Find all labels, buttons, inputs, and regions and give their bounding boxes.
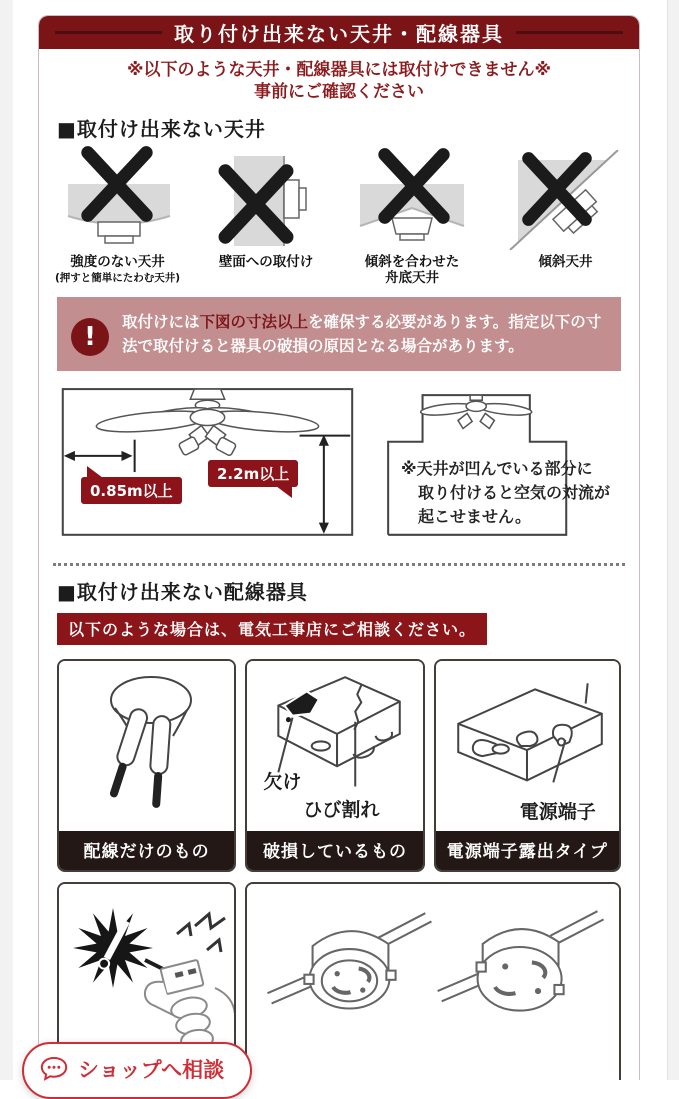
- x-mark-icon: [74, 144, 160, 224]
- info-card: [38, 15, 640, 1080]
- horizontal-clearance-label: 0.85m以上: [81, 477, 182, 504]
- ng-item-wall-mount: [216, 150, 316, 286]
- warning-line2: 指定以下の寸法で取付けると器具の破損の原因となる場合があります。: [122, 312, 602, 355]
- wires-only-illustration: [59, 661, 235, 831]
- x-mark-icon: [372, 146, 456, 226]
- warning-box: [57, 297, 621, 371]
- warning-icon: !: [71, 318, 109, 356]
- chat-consult-button[interactable]: [22, 1042, 252, 1099]
- recess-note-line2: 取り付けると空気の対流が: [418, 482, 611, 502]
- ng-ceiling-row: [39, 142, 639, 286]
- card-caption: 配線だけのもの: [59, 831, 234, 870]
- card-caption: 破損しているもの: [247, 831, 422, 870]
- chip-label: 欠け: [263, 770, 302, 793]
- notice: [39, 59, 639, 103]
- recess-note-line1: ※天井が凹んでいる部分に: [401, 458, 593, 478]
- terminal-label: 電源端子: [519, 800, 596, 823]
- page-title: 取り付け出来ない天井・配線器具: [174, 22, 504, 46]
- wiring-section-heading: ■取付け出来ない配線器具: [57, 579, 308, 604]
- card-round-sockets: [245, 882, 621, 1080]
- ng-subcaption: (押すと簡単にたわむ天井): [55, 272, 181, 285]
- warning-highlight: 下図の寸法以上: [199, 312, 309, 331]
- ng-caption: 傾斜を合わせた: [364, 254, 460, 271]
- ng-caption: 壁面への取付け: [218, 254, 314, 271]
- ng-item-weak-ceiling: [55, 150, 180, 286]
- consult-banner: 以下のような場合は、電気工事店にご相談ください。: [57, 613, 487, 645]
- fan-clearance-diagram: [53, 381, 365, 551]
- notice-line1: ※以下のような天井・配線器具には取付けできません※: [126, 60, 552, 80]
- recess-note: [401, 457, 610, 529]
- crack-label: ひび割れ: [303, 798, 380, 821]
- card-exposed-terminal: [434, 659, 621, 872]
- section-banner: [39, 16, 639, 49]
- ceiling-section-heading: ■取付け出来ない天井: [57, 117, 266, 142]
- recess-note-line3: 起こせません。: [418, 506, 531, 526]
- clearance-diagrams: [39, 371, 639, 551]
- round-sockets-illustration: [247, 884, 620, 1080]
- ng-caption-line2: 舟底天井: [385, 270, 440, 287]
- wiring-cards-row1: [39, 645, 639, 872]
- card-wires-only: [57, 659, 236, 872]
- banner-line-left: [55, 31, 162, 34]
- vertical-clearance-label: 2.2m以上: [208, 460, 298, 487]
- x-mark-icon: [516, 150, 598, 228]
- ng-item-boat-bottom: [352, 150, 472, 286]
- ng-caption: 傾斜天井: [538, 254, 593, 271]
- ng-item-sloped-ceiling: [508, 150, 623, 286]
- dashed-divider: [53, 563, 625, 566]
- card-caption: 電源端子露出タイプ: [436, 831, 619, 870]
- notice-line2: 事前にご確認ください: [254, 82, 424, 103]
- recessed-ceiling-diagram: [373, 381, 633, 551]
- banner-line-right: [516, 31, 623, 34]
- chat-consult-label: ショップへ相談: [78, 1058, 225, 1082]
- warning-text: 取付けには下図の寸法以上を確保する必要があります。指定以下の寸法で取付けると器具の破損の原因となる場合があります。: [122, 312, 602, 355]
- right-margin: [667, 0, 679, 1080]
- chat-bubble-icon: [40, 1056, 68, 1082]
- card-damaged: [245, 659, 424, 872]
- left-margin: [0, 0, 13, 1080]
- ng-caption: 強度のない天井: [70, 254, 165, 271]
- x-mark-icon: [214, 162, 298, 246]
